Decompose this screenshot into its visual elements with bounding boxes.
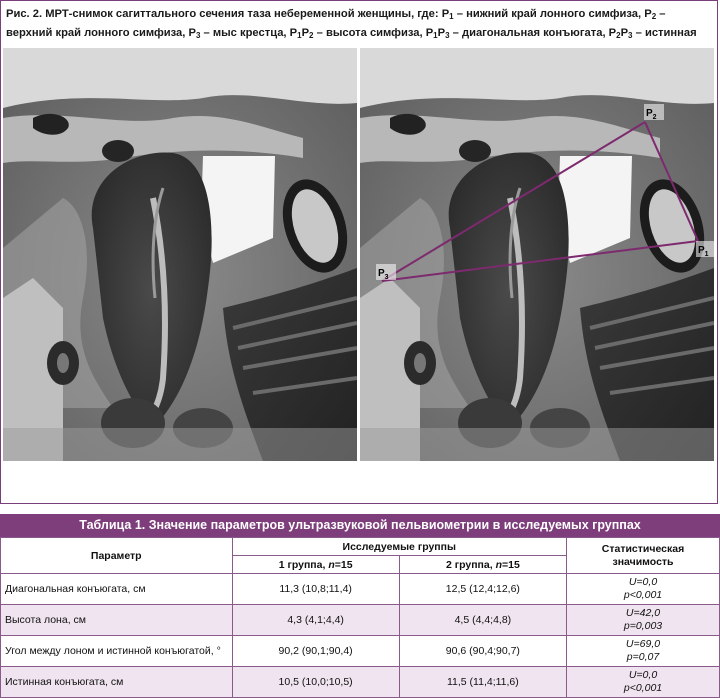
mri-image-left xyxy=(3,48,357,461)
header-group2: 2 группа, n=15 xyxy=(399,556,566,574)
row-group2: 90,6 (90,4;90,7) xyxy=(399,636,566,667)
row-group1: 11,3 (10,8;11,4) xyxy=(232,574,399,605)
row-stat: U=0,0 p<0,001 xyxy=(567,574,720,605)
header-group1: 1 группа, n=15 xyxy=(232,556,399,574)
row-param: Высота лона, см xyxy=(1,605,233,636)
row-group2: 11,5 (11,4;11,6) xyxy=(399,667,566,698)
row-stat: U=42,0 p=0,003 xyxy=(567,605,720,636)
table-title: Таблица 1. Значение параметров ультразвуковой пельвиометрии в исследуемых группах xyxy=(0,514,720,537)
row-stat: U=0,0 p<0,001 xyxy=(567,667,720,698)
row-param: Диагональная конъюгата, см xyxy=(1,574,233,605)
mri-image-right xyxy=(360,48,714,461)
row-param: Истинная конъюгата, см xyxy=(1,667,233,698)
header-param: Параметр xyxy=(1,538,233,574)
table-row xyxy=(1,636,720,667)
figure-caption: Рис. 2. МРТ-снимок сагиттального сечения таза небеременной женщины, где: $Р_1$ – нижний край лонного симфиза, $Р_2$ – верхний край лонного симфиза, $Р_3$ – мыс крестца, $Р_1Р_2$ – высота симфиза, $Р_1Р_3$ – диагональная конъюгата, $Р_2Р_3$ – истинная xyxy=(6,8,697,40)
header-groups: Исследуемые группы xyxy=(232,538,567,556)
row-group1: 4,3 (4,1;4,4) xyxy=(232,605,399,636)
table-row xyxy=(1,574,720,605)
row-group2: 4,5 (4,4;4,8) xyxy=(399,605,566,636)
pelvimetry-table xyxy=(0,537,720,698)
table-row xyxy=(1,605,720,636)
row-param: Угол между лоном и истинной конъюгатой, ° xyxy=(1,636,233,667)
header-stat: Статистическая значимость xyxy=(567,538,720,574)
row-group1: 90,2 (90,1;90,4) xyxy=(232,636,399,667)
table-row xyxy=(1,667,720,698)
row-group2: 12,5 (12,4;12,6) xyxy=(399,574,566,605)
label-p3: $P_3$ xyxy=(378,268,389,281)
label-p1: $P_1$ xyxy=(698,245,709,258)
label-p2: $P_2$ xyxy=(646,108,657,121)
row-stat: U=69,0 p=0,07 xyxy=(567,636,720,667)
row-group1: 10,5 (10,0;10,5) xyxy=(232,667,399,698)
